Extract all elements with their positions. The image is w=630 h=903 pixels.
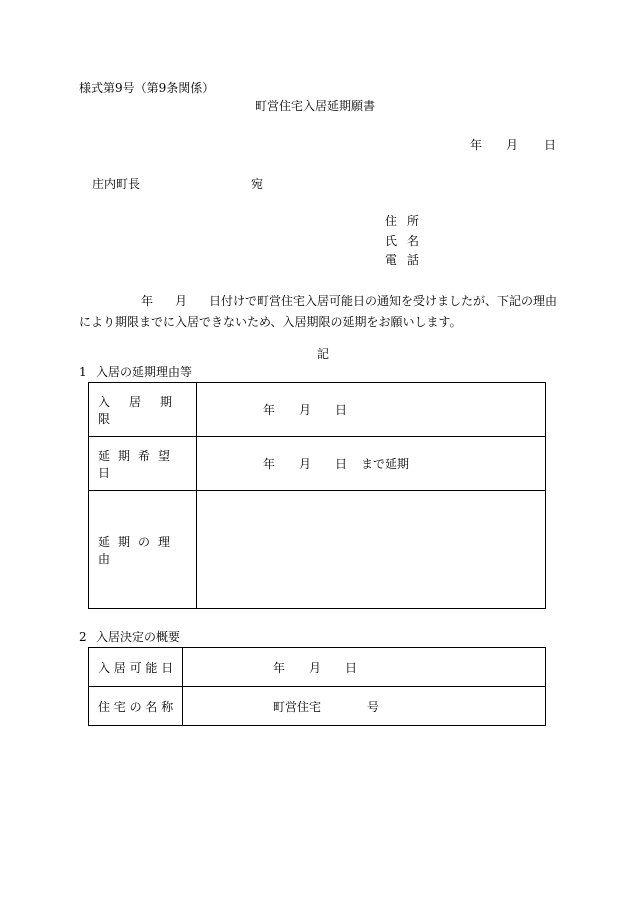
name-label-text: 氏名	[385, 234, 430, 248]
date-month-label: 月	[506, 138, 519, 152]
housing-suffix: 号	[367, 699, 380, 714]
housing-name-label: 住 宅 の 名 称	[89, 687, 183, 726]
section1-heading	[79, 366, 192, 378]
date-day-label: 日	[544, 138, 557, 152]
addressee-honorific: 宛	[251, 177, 264, 191]
applicant-name-label	[385, 235, 429, 247]
housing-name-value[interactable]	[183, 687, 546, 726]
deadline-day-label: 日	[335, 403, 348, 417]
postpone-suffix: まで延期	[361, 457, 410, 471]
table-row	[89, 383, 546, 437]
table-row	[89, 648, 546, 687]
housing-prefix: 町営住宅	[273, 699, 322, 714]
desired-postpone-date-value[interactable]	[197, 437, 546, 491]
form-number: 様式第9号（第9条関係）	[79, 81, 215, 95]
move-in-deadline-value[interactable]	[197, 383, 546, 437]
applicant-address-label	[385, 215, 429, 227]
applicant-phone-label	[385, 254, 429, 266]
body-text-main: 日付けで町営住宅入居可能日の通知を受けましたが、下記の理由により期限までに入居できないため、入居期限の延期をお願いします。	[79, 294, 558, 329]
postpone-reason-label: 延 期 の 理由	[89, 491, 197, 609]
date-year-label: 年	[470, 138, 483, 152]
desired-year-label: 年	[263, 457, 276, 471]
available-month-label: 月	[309, 660, 322, 675]
deadline-year-label: 年	[263, 403, 276, 417]
available-date-value[interactable]	[183, 648, 546, 687]
move-in-decision-table	[88, 647, 546, 726]
postpone-reason-value[interactable]	[197, 491, 546, 609]
postponement-table	[88, 382, 546, 609]
addressee-name: 庄内町長	[92, 177, 141, 191]
body-year: 年	[141, 294, 154, 308]
body-month: 月	[175, 294, 188, 308]
available-date-label: 入 居 可 能 日	[89, 648, 183, 687]
request-body-text	[79, 291, 569, 333]
section2-number: 2	[79, 630, 87, 644]
deadline-month-label: 月	[299, 403, 312, 417]
section2-heading	[79, 631, 180, 643]
available-year-label: 年	[273, 660, 286, 675]
table-row	[89, 491, 546, 609]
desired-month-label: 月	[299, 457, 312, 471]
notation-ki: 記	[316, 347, 329, 361]
address-label-text: 住所	[385, 214, 430, 228]
phone-label-text: 電話	[385, 253, 430, 267]
section2-title: 入居決定の概要	[96, 630, 181, 644]
move-in-deadline-label: 入 居 期限	[89, 383, 197, 437]
section1-title: 入居の延期理由等	[96, 365, 193, 379]
available-day-label: 日	[345, 660, 358, 675]
table-row	[89, 437, 546, 491]
table-row	[89, 687, 546, 726]
desired-day-label: 日	[335, 457, 348, 471]
document-title: 町営住宅入居延期願書	[254, 99, 375, 113]
desired-postpone-date-label: 延 期 希 望日	[89, 437, 197, 491]
section1-number: 1	[79, 365, 87, 379]
submission-date	[470, 139, 556, 151]
